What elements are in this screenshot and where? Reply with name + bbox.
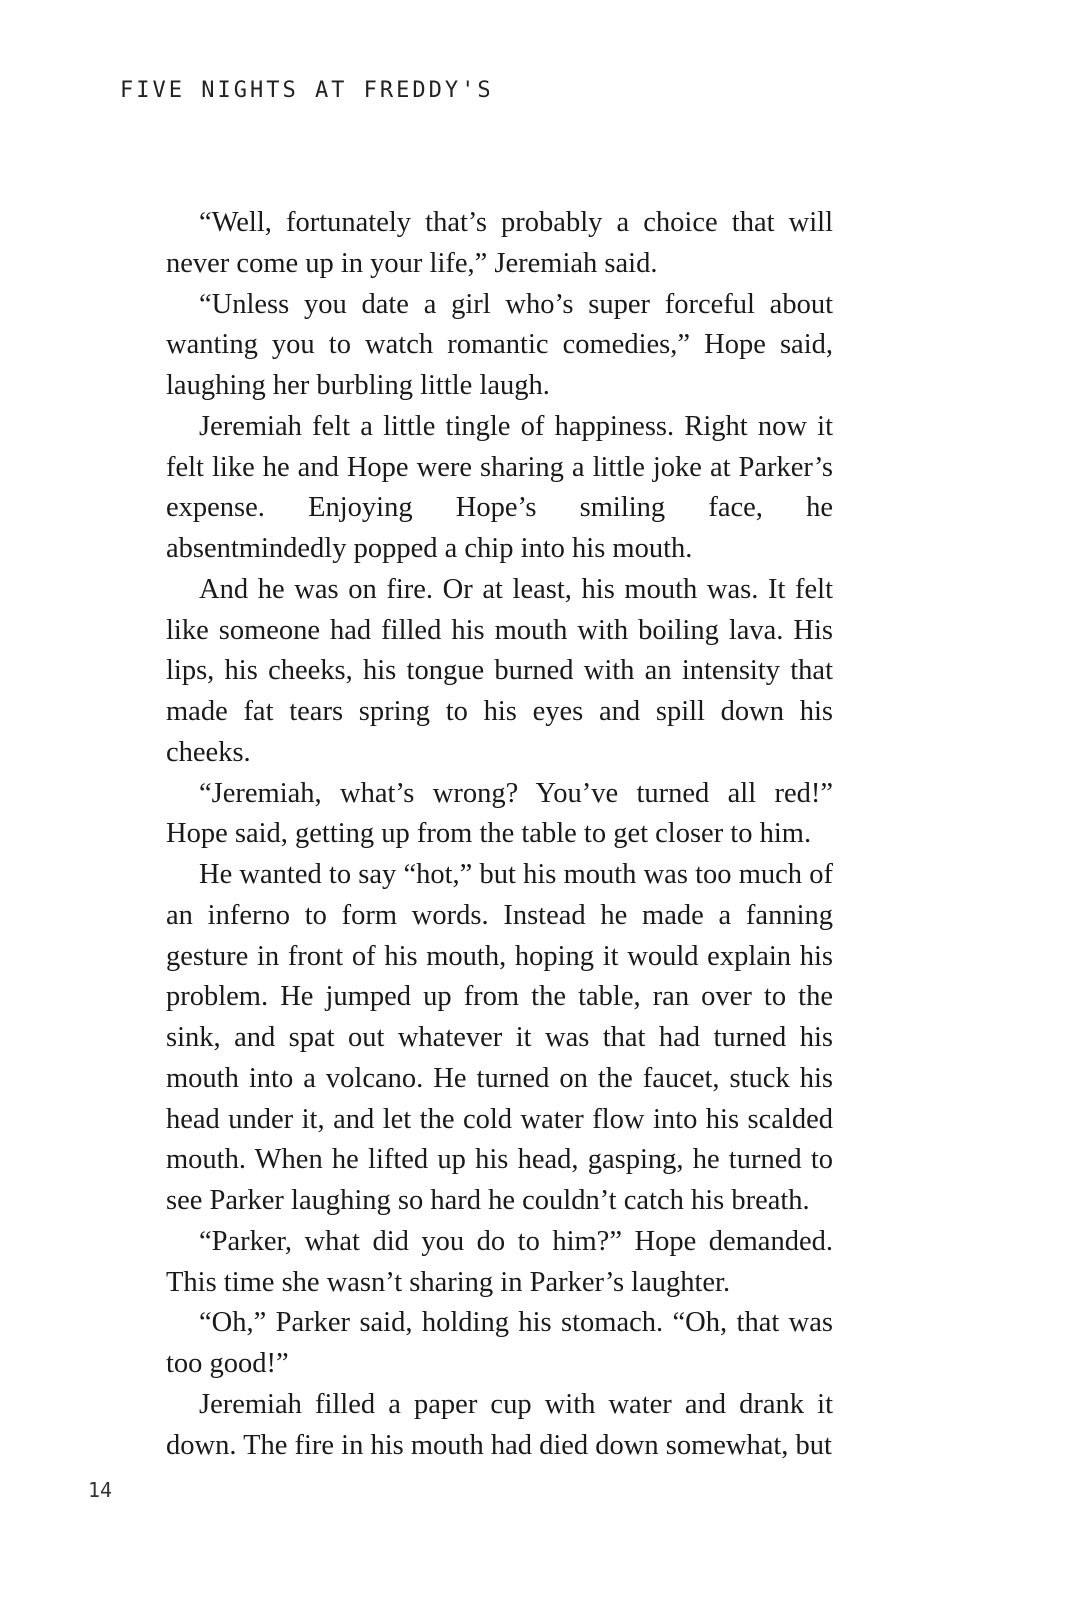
paragraph: And he was on fire. Or at least, his mouth was. It felt like someone had filled his mouth with boiling lava. His lips, his cheeks, his tongue burned with an intensity that made fat tears spring to his eyes and spill down his cheeks. (166, 573, 833, 768)
paragraph: “Oh,” Parker said, holding his stomach. “Oh, that was too good!” (166, 1307, 833, 1379)
paragraph: Jeremiah felt a little tingle of happiness. Right now it felt like he and Hope were sharing a little joke at Parker’s expense. Enjoying Hope’s smiling face, he absentmindedly popped a chip into his mouth. (166, 410, 833, 564)
running-head: FIVE NIGHTS AT FREDDY'S (120, 78, 494, 103)
paragraph: “Parker, what did you do to him?” Hope demanded. This time she wasn’t sharing in Parker’s laughter. (166, 1225, 833, 1298)
paragraph: “Well, fortunately that’s probably a choice that will never come up in your life,” Jeremiah said. (166, 207, 833, 279)
body-text (166, 203, 833, 1466)
paragraph: “Unless you date a girl who’s super forceful about wanting you to watch romantic comedies,” Hope said, laughing her burbling little laugh. (166, 288, 833, 401)
page-number: 14 (88, 1478, 113, 1502)
paragraph: Jeremiah filled a paper cup with water and drank it down. The fire in his mouth had died down somewhat, but (166, 1388, 833, 1461)
paragraph: “Jeremiah, what’s wrong? You’ve turned all red!” Hope said, getting up from the table to get closer to him. (166, 777, 833, 850)
paragraph: He wanted to say “hot,” but his mouth was too much of an inferno to form words. Instead he made a fanning gesture in front of his mouth, hoping it would explain his problem. He jumped up from the table, ran over to the sink, and spat out whatever it was that had turned his mouth into a volcano. He turned on the faucet, stuck his head under it, and let the cold water flow into his scalded mouth. When he lifted up his head, gasping, he turned to see Parker laughing so hard he couldn’t catch his breath. (166, 859, 833, 1216)
